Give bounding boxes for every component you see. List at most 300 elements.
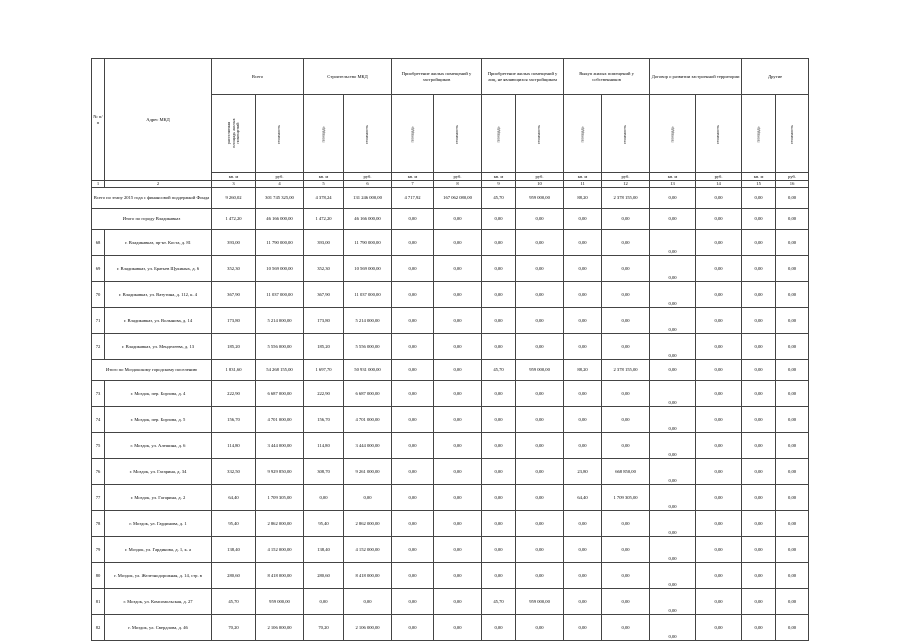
value-cell: 367,90 (304, 282, 344, 308)
value-cell: 46 166 000,00 (344, 209, 392, 230)
value-cell: 0,00 (742, 209, 776, 230)
value-cell: 0,00 (650, 433, 696, 459)
value-cell: 0,00 (742, 407, 776, 433)
value-cell: 0,00 (776, 589, 809, 615)
value-cell: 114,80 (304, 433, 344, 459)
value-cell: 0,00 (482, 485, 516, 511)
col-number: 15 (742, 181, 776, 188)
value-cell: 0,00 (650, 485, 696, 511)
value-cell: 45,70 (212, 589, 256, 615)
value-cell: 0,00 (482, 615, 516, 641)
value-cell: 0,00 (434, 360, 482, 381)
value-cell: 185,20 (304, 334, 344, 360)
value-cell: 0,00 (434, 256, 482, 282)
subheader-text: стоимость (788, 124, 794, 144)
table-body (92, 188, 809, 641)
value-cell: 0,00 (696, 485, 742, 511)
value-cell: 308,70 (304, 459, 344, 485)
value-cell: 0,00 (602, 230, 650, 256)
value-cell: 0,00 (564, 209, 602, 230)
value-cell: 0,00 (650, 282, 696, 308)
table-row (92, 230, 809, 256)
value-cell: 0,00 (434, 615, 482, 641)
value-cell: 0,00 (392, 360, 434, 381)
value-cell: 0,00 (696, 407, 742, 433)
value-cell: 222,90 (304, 381, 344, 407)
address-cell: г. Владикавказ, ул. Менделеева, д. 13 (105, 334, 212, 360)
value-cell: 0,00 (602, 537, 650, 563)
value-cell: 131 246 000,00 (344, 188, 392, 209)
header-group-developers: Приобретение жилых помещений у застройщиков (392, 59, 482, 95)
address-cell: г. Моздок, ул. Гардинова, д. 1, к. а (105, 537, 212, 563)
value-cell: 0,00 (304, 485, 344, 511)
value-cell: 95,40 (304, 511, 344, 537)
unit-cell: руб. (434, 173, 482, 181)
subheader-text: стоимость (276, 124, 282, 144)
value-cell: 0,00 (602, 282, 650, 308)
value-cell: 0,00 (776, 407, 809, 433)
value-cell: 0,00 (564, 407, 602, 433)
value-cell: 0,00 (742, 360, 776, 381)
value-cell: 0,00 (650, 407, 696, 433)
value-cell: 0,00 (564, 282, 602, 308)
value-cell: 95,40 (212, 511, 256, 537)
value-cell: 0,00 (742, 615, 776, 641)
subheader-cell (304, 95, 344, 173)
value-cell: 6 687 000,00 (344, 381, 392, 407)
value-cell: 167 062 080,00 (434, 188, 482, 209)
subtotal-row (92, 188, 809, 209)
value-cell: 88,20 (564, 188, 602, 209)
subheader-text: площадь (320, 126, 326, 142)
subheader-text: стоимость (364, 124, 370, 144)
value-cell: 5 556 000,00 (256, 334, 304, 360)
subheader-text: площадь (755, 126, 761, 142)
col-number: 16 (776, 181, 809, 188)
col-number: 13 (650, 181, 696, 188)
row-number: 81 (92, 589, 105, 615)
value-cell: 0,00 (602, 589, 650, 615)
value-cell: 0,00 (742, 188, 776, 209)
unit-cell: кв. м (212, 173, 256, 181)
value-cell: 0,00 (434, 459, 482, 485)
value-cell: 222,90 (212, 381, 256, 407)
value-cell: 0,00 (776, 360, 809, 381)
unit-cell: руб. (776, 173, 809, 181)
header-group-other: Другие (742, 59, 809, 95)
value-cell: 0,00 (434, 563, 482, 589)
table-row (92, 256, 809, 282)
header-no: № п/п (92, 59, 105, 181)
value-cell: 0,00 (516, 230, 564, 256)
value-cell: 0,00 (776, 209, 809, 230)
col-number: 3 (212, 181, 256, 188)
value-cell: 0,00 (392, 308, 434, 334)
table-row (92, 563, 809, 589)
value-cell: 0,00 (602, 308, 650, 334)
value-cell: 0,00 (564, 256, 602, 282)
value-cell: 0,00 (650, 230, 696, 256)
value-cell: 0,00 (602, 334, 650, 360)
value-cell: 1 831,60 (212, 360, 256, 381)
value-cell: 0,00 (602, 407, 650, 433)
value-cell: 23,80 (564, 459, 602, 485)
value-cell: 0,00 (650, 511, 696, 537)
subheader-cell (602, 95, 650, 173)
value-cell: 0,00 (776, 230, 809, 256)
value-cell: 0,00 (776, 459, 809, 485)
value-cell: 0,00 (742, 537, 776, 563)
value-cell: 0,00 (392, 485, 434, 511)
value-cell: 0,00 (776, 308, 809, 334)
value-cell: 0,00 (602, 511, 650, 537)
subheader-text: стоимость (715, 124, 721, 144)
value-cell: 0,00 (482, 282, 516, 308)
value-cell: 352,30 (212, 256, 256, 282)
value-cell: 9 929 850,00 (256, 459, 304, 485)
value-cell: 0,00 (776, 511, 809, 537)
address-cell: г. Моздок, ул. Алешина, д. 6 (105, 433, 212, 459)
value-cell: 0,00 (696, 230, 742, 256)
value-cell: 0,00 (776, 381, 809, 407)
value-cell: 0,00 (516, 209, 564, 230)
value-cell: 0,00 (564, 308, 602, 334)
subheader-cell (392, 95, 434, 173)
value-cell: 0,00 (776, 485, 809, 511)
value-cell: 2 378 155,00 (602, 360, 650, 381)
table-row (92, 433, 809, 459)
value-cell: 0,00 (516, 381, 564, 407)
value-cell: 0,00 (602, 433, 650, 459)
col-number: 9 (482, 181, 516, 188)
col-number: 14 (696, 181, 742, 188)
value-cell: 2 862 000,00 (344, 511, 392, 537)
value-cell: 0,00 (392, 334, 434, 360)
address-cell: г. Моздок, ул. Гагарина, д. 34 (105, 459, 212, 485)
value-cell: 0,00 (564, 589, 602, 615)
value-cell: 2 106 000,00 (256, 615, 304, 641)
col-number: 8 (434, 181, 482, 188)
value-cell: 0,00 (650, 563, 696, 589)
col-number: 5 (304, 181, 344, 188)
unit-cell: кв. м (650, 173, 696, 181)
value-cell: 332,50 (212, 459, 256, 485)
row-number: 75 (92, 433, 105, 459)
value-cell: 2 378 155,00 (602, 188, 650, 209)
table-row (92, 282, 809, 308)
unit-cell: кв. м (482, 173, 516, 181)
value-cell: 0,00 (650, 188, 696, 209)
value-cell: 0,00 (776, 563, 809, 589)
value-cell: 668 850,00 (602, 459, 650, 485)
row-number: 72 (92, 334, 105, 360)
value-cell: 0,00 (742, 589, 776, 615)
value-cell: 9 261 000,00 (344, 459, 392, 485)
subheader-text: расселяемая площадь жилых помещений (225, 118, 240, 149)
value-cell: 0,00 (742, 308, 776, 334)
unit-cell: кв. м (564, 173, 602, 181)
address-cell: г. Моздок, пер. Борзова, д. 4 (105, 381, 212, 407)
value-cell: 8 418 000,00 (256, 563, 304, 589)
value-cell: 138,40 (212, 537, 256, 563)
value-cell: 0,00 (434, 433, 482, 459)
value-cell: 0,00 (696, 334, 742, 360)
value-cell: 0,00 (482, 511, 516, 537)
col-number: 11 (564, 181, 602, 188)
subheader-cell (482, 95, 516, 173)
subtotal-row (92, 209, 809, 230)
value-cell: 2 862 000,00 (256, 511, 304, 537)
value-cell: 0,00 (482, 308, 516, 334)
value-cell: 0,00 (392, 537, 434, 563)
value-cell: 5 214 000,00 (256, 308, 304, 334)
value-cell: 0,00 (650, 209, 696, 230)
value-cell: 0,00 (482, 334, 516, 360)
subheader-cell (434, 95, 482, 173)
value-cell: 352,30 (304, 256, 344, 282)
value-cell: 959 000,00 (256, 589, 304, 615)
subheader-cell (696, 95, 742, 173)
value-cell: 0,00 (344, 589, 392, 615)
table-row (92, 615, 809, 641)
value-cell: 0,00 (602, 209, 650, 230)
subheader-cell (776, 95, 809, 173)
value-cell: 50 931 000,00 (344, 360, 392, 381)
value-cell: 0,00 (392, 230, 434, 256)
subheader-text: стоимость (454, 124, 460, 144)
row-number: 68 (92, 230, 105, 256)
value-cell: 280,60 (304, 563, 344, 589)
value-cell: 0,00 (696, 615, 742, 641)
value-cell: 0,00 (344, 485, 392, 511)
value-cell: 0,00 (650, 589, 696, 615)
value-cell: 0,00 (742, 563, 776, 589)
value-cell: 0,00 (696, 360, 742, 381)
header-group-construction: Строительство МКД (304, 59, 392, 95)
value-cell: 0,00 (434, 511, 482, 537)
subheader-text: площадь (409, 126, 415, 142)
address-cell: г. Моздок, ул. Свердлова, д. 46 (105, 615, 212, 641)
address-cell: г. Владикавказ, ул. Братьев Щукиных, д. 6 (105, 256, 212, 282)
address-cell: г. Моздок, ул. Гардинова, д. 1 (105, 511, 212, 537)
value-cell: 0,00 (696, 381, 742, 407)
value-cell: 0,00 (516, 308, 564, 334)
value-cell: 1 709 305,00 (602, 485, 650, 511)
value-cell: 0,00 (650, 256, 696, 282)
value-cell: 959 000,00 (516, 188, 564, 209)
value-cell: 138,40 (304, 537, 344, 563)
value-cell: 0,00 (696, 511, 742, 537)
value-cell: 1 472,20 (212, 209, 256, 230)
value-cell: 4 701 000,00 (344, 407, 392, 433)
value-cell: 10 569 000,00 (256, 256, 304, 282)
header-group-total: Всего (212, 59, 304, 95)
value-cell: 0,00 (696, 589, 742, 615)
address-cell: г. Владикавказ, ул. Волынова, д. 14 (105, 308, 212, 334)
subheader-cell (212, 95, 256, 173)
value-cell: 0,00 (434, 230, 482, 256)
value-cell: 0,00 (392, 209, 434, 230)
value-cell: 3 444 000,00 (256, 433, 304, 459)
header-group-development-agreement: Договор о развитии застроенной территории (650, 59, 742, 95)
value-cell: 5 214 000,00 (344, 308, 392, 334)
value-cell: 0,00 (742, 485, 776, 511)
row-number: 74 (92, 407, 105, 433)
table-row (92, 511, 809, 537)
value-cell: 46 166 000,00 (256, 209, 304, 230)
value-cell: 0,00 (482, 381, 516, 407)
value-cell: 11 037 000,00 (256, 282, 304, 308)
value-cell: 173,80 (304, 308, 344, 334)
value-cell: 0,00 (516, 459, 564, 485)
address-cell: г. Владикавказ, пр-кт. Коста, д. 81 (105, 230, 212, 256)
value-cell: 0,00 (392, 381, 434, 407)
value-cell: 0,00 (564, 381, 602, 407)
value-cell: 0,00 (392, 615, 434, 641)
value-cell: 4 717,92 (392, 188, 434, 209)
value-cell: 70,20 (212, 615, 256, 641)
value-cell: 0,00 (482, 407, 516, 433)
value-cell: 280,60 (212, 563, 256, 589)
value-cell: 0,00 (742, 381, 776, 407)
value-cell: 0,00 (742, 230, 776, 256)
column-number-row (92, 181, 809, 188)
value-cell: 0,00 (516, 433, 564, 459)
value-cell: 156,70 (212, 407, 256, 433)
table-row (92, 381, 809, 407)
value-cell: 0,00 (742, 433, 776, 459)
value-cell: 0,00 (742, 334, 776, 360)
value-cell: 0,00 (516, 511, 564, 537)
value-cell: 0,00 (696, 537, 742, 563)
value-cell: 0,00 (392, 589, 434, 615)
subheader-cell (650, 95, 696, 173)
value-cell: 0,00 (564, 230, 602, 256)
subtotal-label: Всего по этапу 2015 года с финансовой поддержкой Фонда (92, 188, 212, 209)
value-cell: 0,00 (392, 563, 434, 589)
row-number: 80 (92, 563, 105, 589)
value-cell: 0,00 (564, 334, 602, 360)
value-cell: 0,00 (696, 282, 742, 308)
value-cell: 45,70 (482, 360, 516, 381)
value-cell: 0,00 (434, 537, 482, 563)
value-cell: 0,00 (392, 459, 434, 485)
value-cell: 0,00 (564, 433, 602, 459)
subtotal-label: Итого по городу Владикавказ (92, 209, 212, 230)
row-number: 79 (92, 537, 105, 563)
value-cell: 0,00 (564, 563, 602, 589)
value-cell: 1 697,70 (304, 360, 344, 381)
header-group-buyout: Выкуп жилых помещений у собственников (564, 59, 650, 95)
subheader-text: стоимость (536, 124, 542, 144)
row-number: 78 (92, 511, 105, 537)
value-cell: 11 790 000,00 (256, 230, 304, 256)
value-cell: 0,00 (602, 563, 650, 589)
value-cell: 0,00 (564, 511, 602, 537)
subheader-text: площадь (579, 126, 585, 142)
value-cell: 0,00 (602, 381, 650, 407)
unit-cell: кв. м (742, 173, 776, 181)
unit-cell: руб. (696, 173, 742, 181)
value-cell: 0,00 (742, 282, 776, 308)
row-number: 82 (92, 615, 105, 641)
value-cell: 0,00 (696, 563, 742, 589)
subheader-text: стоимость (622, 124, 628, 144)
value-cell: 0,00 (434, 589, 482, 615)
value-cell: 4 152 000,00 (256, 537, 304, 563)
value-cell: 0,00 (392, 433, 434, 459)
col-number: 4 (256, 181, 304, 188)
value-cell: 185,20 (212, 334, 256, 360)
value-cell: 0,00 (482, 433, 516, 459)
value-cell: 0,00 (482, 537, 516, 563)
value-cell: 0,00 (392, 407, 434, 433)
value-cell: 156,70 (304, 407, 344, 433)
unit-cell: кв. м (392, 173, 434, 181)
value-cell: 0,00 (482, 459, 516, 485)
value-cell: 0,00 (564, 537, 602, 563)
value-cell: 5 556 000,00 (344, 334, 392, 360)
value-cell: 0,00 (776, 537, 809, 563)
subheader-cell (516, 95, 564, 173)
value-cell: 1 472,20 (304, 209, 344, 230)
value-cell: 0,00 (696, 209, 742, 230)
value-cell: 0,00 (650, 459, 696, 485)
value-cell: 0,00 (742, 459, 776, 485)
value-cell: 0,00 (776, 282, 809, 308)
value-cell: 0,00 (650, 334, 696, 360)
value-cell: 88,20 (564, 360, 602, 381)
value-cell: 45,70 (482, 589, 516, 615)
value-cell: 0,00 (650, 381, 696, 407)
value-cell: 4 378,24 (304, 188, 344, 209)
value-cell: 0,00 (434, 407, 482, 433)
value-cell: 0,00 (434, 282, 482, 308)
value-cell: 2 106 000,00 (344, 615, 392, 641)
col-number: 1 (92, 181, 105, 188)
subtotal-row (92, 360, 809, 381)
address-cell: г. Моздок, пер. Борзова, д. 5 (105, 407, 212, 433)
value-cell: 0,00 (650, 615, 696, 641)
table-row (92, 407, 809, 433)
unit-cell: кв. м (304, 173, 344, 181)
value-cell: 0,00 (482, 563, 516, 589)
value-cell: 367,90 (212, 282, 256, 308)
unit-cell: руб. (516, 173, 564, 181)
value-cell: 0,00 (434, 381, 482, 407)
value-cell: 0,00 (650, 537, 696, 563)
header-group-non-developers: Приобретение жилых помещений у лиц, не являющихся застройщиком (482, 59, 564, 95)
col-number: 2 (105, 181, 212, 188)
value-cell: 0,00 (742, 511, 776, 537)
value-cell: 393,00 (304, 230, 344, 256)
value-cell: 301 745 325,00 (256, 188, 304, 209)
value-cell: 0,00 (696, 459, 742, 485)
value-cell: 0,00 (392, 256, 434, 282)
value-cell: 0,00 (516, 615, 564, 641)
value-cell: 0,00 (564, 615, 602, 641)
value-cell: 0,00 (516, 407, 564, 433)
value-cell: 0,00 (742, 256, 776, 282)
unit-cell: руб. (602, 173, 650, 181)
value-cell: 54 268 155,00 (256, 360, 304, 381)
table-row (92, 485, 809, 511)
value-cell: 45,70 (482, 188, 516, 209)
value-cell: 6 687 000,00 (256, 381, 304, 407)
value-cell: 4 701 000,00 (256, 407, 304, 433)
value-cell: 0,00 (696, 256, 742, 282)
value-cell: 70,20 (304, 615, 344, 641)
